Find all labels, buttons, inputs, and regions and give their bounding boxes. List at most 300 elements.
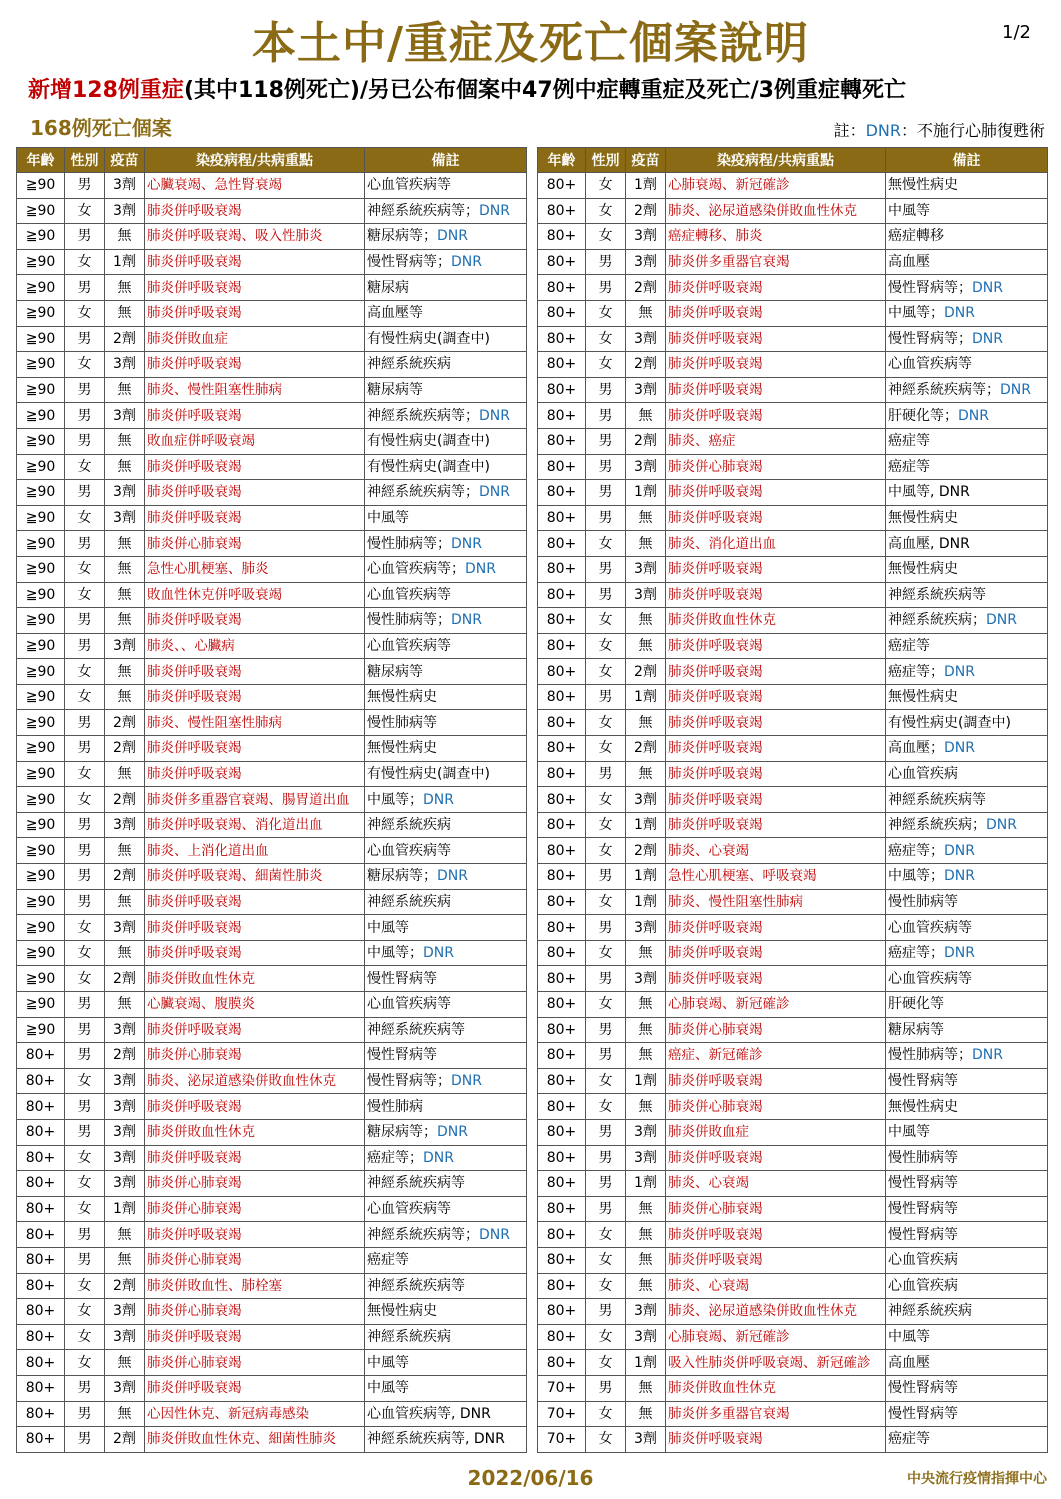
cell-remarks: 慢性腎病等 bbox=[886, 1171, 1048, 1197]
cell-age: 80+ bbox=[538, 1350, 586, 1376]
cell-age: 80+ bbox=[538, 684, 586, 710]
cell-sex: 女 bbox=[586, 224, 626, 250]
table-row bbox=[538, 1017, 1048, 1043]
cell-sex: 女 bbox=[586, 326, 626, 352]
cell-sex: 女 bbox=[586, 173, 626, 199]
cell-remarks: 心血管疾病等 bbox=[365, 1196, 527, 1222]
cell-remarks: 心血管疾病 bbox=[886, 761, 1048, 787]
cell-course: 急性心肌梗塞、肺炎 bbox=[145, 556, 365, 582]
table-row bbox=[538, 1350, 1048, 1376]
table-row bbox=[538, 838, 1048, 864]
table-header-row bbox=[17, 148, 527, 173]
cell-course: 肺炎併多重器官衰竭 bbox=[666, 1401, 886, 1427]
table-row bbox=[538, 377, 1048, 403]
cell-vaccine: 3劑 bbox=[626, 249, 666, 275]
cell-course: 肺炎併呼吸衰竭 bbox=[666, 633, 886, 659]
dnr-tag: DNR bbox=[972, 279, 1003, 296]
cell-vaccine: 3劑 bbox=[626, 1145, 666, 1171]
cell-remarks: 中風等 bbox=[886, 1119, 1048, 1145]
table-row bbox=[17, 582, 527, 608]
header-age: 年齡 bbox=[538, 148, 586, 173]
header-remarks: 備註 bbox=[886, 148, 1048, 173]
cell-vaccine: 1劑 bbox=[626, 864, 666, 890]
cell-age: 80+ bbox=[538, 505, 586, 531]
table-row bbox=[17, 812, 527, 838]
cell-course: 肺炎併敗血症 bbox=[666, 1119, 886, 1145]
cell-remarks bbox=[365, 1401, 527, 1427]
table-row bbox=[17, 556, 527, 582]
cell-vaccine: 2劑 bbox=[105, 1427, 145, 1453]
cell-age: ≧90 bbox=[17, 915, 65, 941]
table-row bbox=[17, 173, 527, 199]
remarks-text: 心血管疾病等； bbox=[367, 561, 465, 578]
table-row bbox=[538, 173, 1048, 199]
cell-age: 80+ bbox=[538, 608, 586, 634]
cell-remarks bbox=[886, 940, 1048, 966]
cell-sex: 女 bbox=[65, 300, 105, 326]
table-row bbox=[17, 710, 527, 736]
table-row bbox=[538, 1043, 1048, 1069]
cell-remarks: 心血管疾病 bbox=[886, 1273, 1048, 1299]
cell-sex: 男 bbox=[65, 736, 105, 762]
cell-course: 肺炎併呼吸衰竭 bbox=[145, 659, 365, 685]
table-row bbox=[17, 403, 527, 429]
cell-remarks: 有慢性病史(調查中) bbox=[365, 326, 527, 352]
cell-age: ≧90 bbox=[17, 710, 65, 736]
subtitle-highlight: 新增128例重症 bbox=[28, 78, 184, 103]
table-row bbox=[17, 1375, 527, 1401]
cell-course: 肺炎併呼吸衰竭 bbox=[666, 966, 886, 992]
cell-age: ≧90 bbox=[17, 505, 65, 531]
dnr-tag: DNR bbox=[986, 612, 1017, 629]
cell-remarks: 有慢性病史(調查中) bbox=[365, 454, 527, 480]
cell-remarks: 糖尿病等 bbox=[886, 1017, 1048, 1043]
cell-remarks: 神經系統疾病等 bbox=[365, 1171, 527, 1197]
cell-vaccine: 無 bbox=[626, 940, 666, 966]
cell-sex: 女 bbox=[65, 1196, 105, 1222]
cell-vaccine: 3劑 bbox=[105, 403, 145, 429]
cell-course: 肺炎併呼吸衰竭 bbox=[666, 812, 886, 838]
cell-remarks: 中風等 bbox=[886, 198, 1048, 224]
header-vaccine: 疫苗 bbox=[626, 148, 666, 173]
cell-sex: 男 bbox=[65, 173, 105, 199]
dnr-tag: DNR bbox=[423, 945, 454, 962]
page-number: 1/2 bbox=[1002, 22, 1031, 43]
cell-vaccine: 3劑 bbox=[105, 1017, 145, 1043]
cell-vaccine: 3劑 bbox=[105, 480, 145, 506]
table-row bbox=[17, 838, 527, 864]
cell-sex: 男 bbox=[65, 633, 105, 659]
cell-vaccine: 3劑 bbox=[105, 915, 145, 941]
cell-age: 80+ bbox=[538, 1145, 586, 1171]
cell-age: 80+ bbox=[538, 812, 586, 838]
note-prefix: 註： bbox=[833, 121, 866, 140]
cell-vaccine: 無 bbox=[626, 1017, 666, 1043]
cell-vaccine: 無 bbox=[105, 1350, 145, 1376]
table-row bbox=[538, 1427, 1048, 1453]
cell-age: 80+ bbox=[538, 480, 586, 506]
cell-course: 肺炎併呼吸衰竭 bbox=[666, 940, 886, 966]
dnr-tag: DNR bbox=[423, 1149, 454, 1166]
cell-age: 80+ bbox=[17, 1427, 65, 1453]
cell-age: ≧90 bbox=[17, 249, 65, 275]
cell-remarks bbox=[365, 1427, 527, 1453]
cell-age: 80+ bbox=[538, 889, 586, 915]
cell-vaccine: 無 bbox=[626, 761, 666, 787]
remarks-text: 肝硬化等； bbox=[888, 407, 958, 424]
table-row bbox=[17, 1222, 527, 1248]
cell-sex: 男 bbox=[65, 428, 105, 454]
cell-age: 80+ bbox=[538, 1068, 586, 1094]
table-row bbox=[538, 1145, 1048, 1171]
cell-vaccine: 3劑 bbox=[626, 1324, 666, 1350]
table-row bbox=[17, 454, 527, 480]
case-table-left bbox=[16, 147, 527, 1453]
cell-sex: 女 bbox=[586, 1401, 626, 1427]
cell-age: 80+ bbox=[538, 736, 586, 762]
table-row bbox=[17, 480, 527, 506]
table-row bbox=[538, 710, 1048, 736]
cell-course: 肺炎、、心臟病 bbox=[145, 633, 365, 659]
dnr-tag: DNR bbox=[465, 561, 496, 578]
cell-sex: 女 bbox=[65, 352, 105, 378]
cell-sex: 男 bbox=[586, 556, 626, 582]
cell-age: 70+ bbox=[538, 1375, 586, 1401]
table-row bbox=[538, 1171, 1048, 1197]
cell-age: ≧90 bbox=[17, 608, 65, 634]
table-row bbox=[538, 582, 1048, 608]
cell-sex: 女 bbox=[586, 889, 626, 915]
cell-course: 肺炎併呼吸衰竭 bbox=[145, 198, 365, 224]
dnr-tag: DNR bbox=[972, 330, 1003, 347]
table-row bbox=[17, 1324, 527, 1350]
cell-course: 敗血症併呼吸衰竭 bbox=[145, 428, 365, 454]
cell-vaccine: 無 bbox=[105, 428, 145, 454]
cell-course: 肺炎併呼吸衰竭 bbox=[145, 352, 365, 378]
cell-sex: 男 bbox=[65, 1094, 105, 1120]
table-row bbox=[17, 608, 527, 634]
cell-age: 80+ bbox=[538, 940, 586, 966]
dnr-tag: DNR bbox=[944, 868, 975, 885]
cell-remarks: 高血壓等 bbox=[365, 300, 527, 326]
cell-course: 肺炎併心肺衰竭 bbox=[145, 531, 365, 557]
cell-age: 80+ bbox=[17, 1401, 65, 1427]
cell-sex: 女 bbox=[586, 1427, 626, 1453]
cell-age: 80+ bbox=[538, 377, 586, 403]
cell-vaccine: 3劑 bbox=[626, 787, 666, 813]
cell-age: 80+ bbox=[17, 1324, 65, 1350]
cell-sex: 女 bbox=[586, 940, 626, 966]
cell-sex: 男 bbox=[586, 966, 626, 992]
header-vaccine: 疫苗 bbox=[105, 148, 145, 173]
cell-sex: 男 bbox=[586, 1375, 626, 1401]
table-row bbox=[17, 1247, 527, 1273]
cell-vaccine: 1劑 bbox=[626, 684, 666, 710]
report-date: 2022/06/16 bbox=[467, 1466, 594, 1490]
remarks-text: 中風等, bbox=[888, 484, 939, 501]
dnr-tag: DNR bbox=[944, 945, 975, 962]
cell-sex: 男 bbox=[586, 582, 626, 608]
cell-vaccine: 無 bbox=[105, 300, 145, 326]
cell-vaccine: 無 bbox=[626, 300, 666, 326]
cell-course: 心肺衰竭、新冠確診 bbox=[666, 992, 886, 1018]
cell-remarks: 心血管疾病等 bbox=[365, 992, 527, 1018]
cell-course: 肺炎併心肺衰竭 bbox=[145, 1299, 365, 1325]
cell-course: 肺炎併呼吸衰竭 bbox=[666, 1427, 886, 1453]
cell-age: 80+ bbox=[17, 1171, 65, 1197]
dnr-tag: DNR bbox=[944, 663, 975, 680]
table-row bbox=[17, 300, 527, 326]
cell-remarks: 無慢性病史 bbox=[886, 505, 1048, 531]
cell-sex: 男 bbox=[65, 531, 105, 557]
cell-remarks bbox=[886, 659, 1048, 685]
cell-age: 80+ bbox=[538, 173, 586, 199]
cell-vaccine: 3劑 bbox=[105, 173, 145, 199]
cell-age: ≧90 bbox=[17, 838, 65, 864]
cell-remarks: 癌症等 bbox=[886, 428, 1048, 454]
cell-vaccine: 3劑 bbox=[626, 582, 666, 608]
cell-course: 心肺衰竭、新冠確診 bbox=[666, 1324, 886, 1350]
cell-remarks: 無慢性病史 bbox=[365, 736, 527, 762]
note-dnr: DNR bbox=[865, 121, 901, 140]
table-row bbox=[17, 326, 527, 352]
cell-sex: 女 bbox=[65, 915, 105, 941]
cell-sex: 男 bbox=[586, 249, 626, 275]
cell-age: 80+ bbox=[17, 1350, 65, 1376]
cell-age: 80+ bbox=[17, 1299, 65, 1325]
cell-age: ≧90 bbox=[17, 659, 65, 685]
cell-sex: 男 bbox=[65, 224, 105, 250]
cell-course: 肺炎併呼吸衰竭 bbox=[145, 480, 365, 506]
table-row bbox=[17, 1299, 527, 1325]
cell-remarks bbox=[886, 838, 1048, 864]
cell-sex: 女 bbox=[65, 761, 105, 787]
cell-age: 80+ bbox=[538, 1017, 586, 1043]
table-row bbox=[538, 992, 1048, 1018]
cell-age: 80+ bbox=[538, 454, 586, 480]
remarks-text: 中風等； bbox=[888, 868, 944, 885]
cell-remarks bbox=[886, 608, 1048, 634]
cell-vaccine: 3劑 bbox=[105, 1145, 145, 1171]
cell-course: 肺炎併呼吸衰竭 bbox=[666, 326, 886, 352]
cell-age: 80+ bbox=[17, 1145, 65, 1171]
cell-vaccine: 無 bbox=[105, 1401, 145, 1427]
cell-vaccine: 3劑 bbox=[626, 1427, 666, 1453]
cell-age: 80+ bbox=[538, 352, 586, 378]
cell-sex: 女 bbox=[65, 787, 105, 813]
cell-age: 80+ bbox=[538, 198, 586, 224]
cell-age: 80+ bbox=[538, 556, 586, 582]
cell-vaccine: 無 bbox=[105, 684, 145, 710]
cell-age: 80+ bbox=[538, 275, 586, 301]
cell-course: 肺炎併呼吸衰竭 bbox=[666, 787, 886, 813]
cell-sex: 男 bbox=[586, 761, 626, 787]
cell-remarks bbox=[365, 403, 527, 429]
cell-course: 肺炎併敗血性休克、細菌性肺炎 bbox=[145, 1427, 365, 1453]
cell-vaccine: 2劑 bbox=[626, 736, 666, 762]
cell-age: ≧90 bbox=[17, 633, 65, 659]
cell-sex: 女 bbox=[65, 940, 105, 966]
cell-course: 肺炎、心衰竭 bbox=[666, 1273, 886, 1299]
table-row bbox=[17, 889, 527, 915]
cell-remarks bbox=[886, 812, 1048, 838]
cell-vaccine: 無 bbox=[105, 1222, 145, 1248]
cell-remarks: 中風等 bbox=[365, 915, 527, 941]
cell-age: 80+ bbox=[17, 1196, 65, 1222]
cell-course: 肺炎併呼吸衰竭 bbox=[666, 275, 886, 301]
cell-course: 肺炎併呼吸衰竭 bbox=[145, 608, 365, 634]
dnr-tag: DNR bbox=[1000, 382, 1031, 399]
cell-vaccine: 無 bbox=[105, 992, 145, 1018]
cell-sex: 女 bbox=[586, 992, 626, 1018]
table-row bbox=[17, 428, 527, 454]
cell-vaccine: 無 bbox=[626, 1196, 666, 1222]
cell-age: 80+ bbox=[538, 1196, 586, 1222]
cell-age: 80+ bbox=[538, 1324, 586, 1350]
cell-course: 肺炎併呼吸衰竭 bbox=[666, 736, 886, 762]
cell-vaccine: 3劑 bbox=[105, 1375, 145, 1401]
cell-course: 肺炎併敗血症 bbox=[145, 326, 365, 352]
table-row bbox=[17, 992, 527, 1018]
table-row bbox=[538, 889, 1048, 915]
cell-vaccine: 2劑 bbox=[105, 864, 145, 890]
cell-vaccine: 3劑 bbox=[105, 505, 145, 531]
cell-vaccine: 1劑 bbox=[626, 1068, 666, 1094]
cell-sex: 女 bbox=[586, 710, 626, 736]
cell-vaccine: 3劑 bbox=[105, 352, 145, 378]
cell-age: 80+ bbox=[538, 761, 586, 787]
cell-vaccine: 3劑 bbox=[626, 966, 666, 992]
cell-sex: 女 bbox=[586, 1324, 626, 1350]
cell-vaccine: 3劑 bbox=[626, 556, 666, 582]
cell-course: 肺炎併呼吸衰竭、吸入性肺炎 bbox=[145, 224, 365, 250]
cell-course: 肺炎併呼吸衰竭 bbox=[145, 915, 365, 941]
table-row bbox=[538, 275, 1048, 301]
cell-remarks bbox=[886, 275, 1048, 301]
cell-vaccine: 無 bbox=[626, 633, 666, 659]
cell-remarks: 無慢性病史 bbox=[886, 1094, 1048, 1120]
cell-remarks bbox=[886, 377, 1048, 403]
table-row bbox=[17, 684, 527, 710]
table-row bbox=[538, 864, 1048, 890]
table-row bbox=[17, 1145, 527, 1171]
cell-vaccine: 2劑 bbox=[626, 275, 666, 301]
cell-course: 肺炎併呼吸衰竭 bbox=[666, 915, 886, 941]
subtitle bbox=[28, 76, 906, 106]
cell-vaccine: 1劑 bbox=[626, 480, 666, 506]
cell-age: 80+ bbox=[538, 1247, 586, 1273]
cell-vaccine: 2劑 bbox=[626, 198, 666, 224]
cell-sex: 女 bbox=[586, 1350, 626, 1376]
cell-age: ≧90 bbox=[17, 684, 65, 710]
cell-vaccine: 2劑 bbox=[105, 1273, 145, 1299]
cell-sex: 女 bbox=[586, 531, 626, 557]
cell-course: 肺炎併敗血性、肺栓塞 bbox=[145, 1273, 365, 1299]
cell-course: 肺炎併呼吸衰竭 bbox=[145, 403, 365, 429]
cell-vaccine: 2劑 bbox=[626, 352, 666, 378]
table-row bbox=[538, 966, 1048, 992]
cell-course: 肺炎、慢性阻塞性肺病 bbox=[145, 377, 365, 403]
cell-vaccine: 2劑 bbox=[626, 659, 666, 685]
cell-sex: 女 bbox=[586, 1273, 626, 1299]
cell-age: ≧90 bbox=[17, 275, 65, 301]
cell-age: 80+ bbox=[538, 1043, 586, 1069]
cell-age: 80+ bbox=[538, 1119, 586, 1145]
dnr-tag: DNR bbox=[459, 1405, 491, 1422]
cell-remarks: 神經系統疾病等 bbox=[365, 1017, 527, 1043]
cell-vaccine: 無 bbox=[626, 531, 666, 557]
cell-course: 肺炎、上消化道出血 bbox=[145, 838, 365, 864]
cell-age: ≧90 bbox=[17, 454, 65, 480]
cell-course: 癌症、新冠確診 bbox=[666, 1043, 886, 1069]
cell-vaccine: 3劑 bbox=[105, 1324, 145, 1350]
cell-sex: 男 bbox=[65, 1401, 105, 1427]
cell-age: ≧90 bbox=[17, 761, 65, 787]
cell-vaccine: 3劑 bbox=[105, 198, 145, 224]
cell-sex: 女 bbox=[65, 1299, 105, 1325]
cell-age: 80+ bbox=[538, 326, 586, 352]
table-row bbox=[538, 352, 1048, 378]
cell-vaccine: 3劑 bbox=[105, 812, 145, 838]
dnr-tag: DNR bbox=[473, 1431, 505, 1448]
dnr-tag: DNR bbox=[938, 535, 970, 552]
cell-sex: 女 bbox=[65, 1171, 105, 1197]
cell-vaccine: 2劑 bbox=[105, 787, 145, 813]
cell-vaccine: 無 bbox=[626, 1401, 666, 1427]
cell-course: 肺炎併心肺衰竭 bbox=[145, 1350, 365, 1376]
table-row bbox=[17, 864, 527, 890]
remarks-text: 慢性腎病等； bbox=[367, 254, 451, 271]
cell-sex: 女 bbox=[586, 1247, 626, 1273]
cell-remarks: 無慢性病史 bbox=[886, 556, 1048, 582]
cell-sex: 男 bbox=[586, 1017, 626, 1043]
table-row bbox=[538, 1196, 1048, 1222]
header-remarks: 備註 bbox=[365, 148, 527, 173]
cell-course: 肺炎併呼吸衰竭 bbox=[666, 300, 886, 326]
cell-vaccine: 無 bbox=[105, 889, 145, 915]
cell-course: 肺炎、消化道出血 bbox=[666, 531, 886, 557]
table-row bbox=[538, 300, 1048, 326]
cell-vaccine: 無 bbox=[626, 505, 666, 531]
remarks-text: 糖尿病等； bbox=[367, 868, 437, 885]
table-row bbox=[17, 275, 527, 301]
remarks-text: 神經系統疾病等； bbox=[367, 202, 479, 219]
table-row bbox=[17, 736, 527, 762]
cell-remarks: 神經系統疾病 bbox=[365, 352, 527, 378]
cell-vaccine: 3劑 bbox=[626, 1299, 666, 1325]
cell-remarks: 慢性腎病等 bbox=[886, 1375, 1048, 1401]
cell-age: 80+ bbox=[538, 1094, 586, 1120]
cell-course: 心臟衰竭、腹膜炎 bbox=[145, 992, 365, 1018]
cell-course: 急性心肌梗塞、呼吸衰竭 bbox=[666, 864, 886, 890]
cell-vaccine: 無 bbox=[626, 608, 666, 634]
remarks-text: 慢性腎病等； bbox=[888, 330, 972, 347]
dnr-tag: DNR bbox=[423, 791, 454, 808]
cell-sex: 女 bbox=[586, 352, 626, 378]
cell-sex: 男 bbox=[65, 1427, 105, 1453]
cell-age: 80+ bbox=[17, 1273, 65, 1299]
cell-age: 80+ bbox=[538, 633, 586, 659]
cell-vaccine: 3劑 bbox=[105, 1094, 145, 1120]
cell-remarks bbox=[365, 1145, 527, 1171]
cell-age: ≧90 bbox=[17, 173, 65, 199]
cell-course: 肺炎併呼吸衰竭 bbox=[145, 1017, 365, 1043]
table-row bbox=[17, 940, 527, 966]
cell-course: 肺炎併呼吸衰竭 bbox=[666, 1068, 886, 1094]
cell-vaccine: 無 bbox=[105, 940, 145, 966]
cell-remarks bbox=[365, 1119, 527, 1145]
cell-sex: 女 bbox=[586, 1068, 626, 1094]
